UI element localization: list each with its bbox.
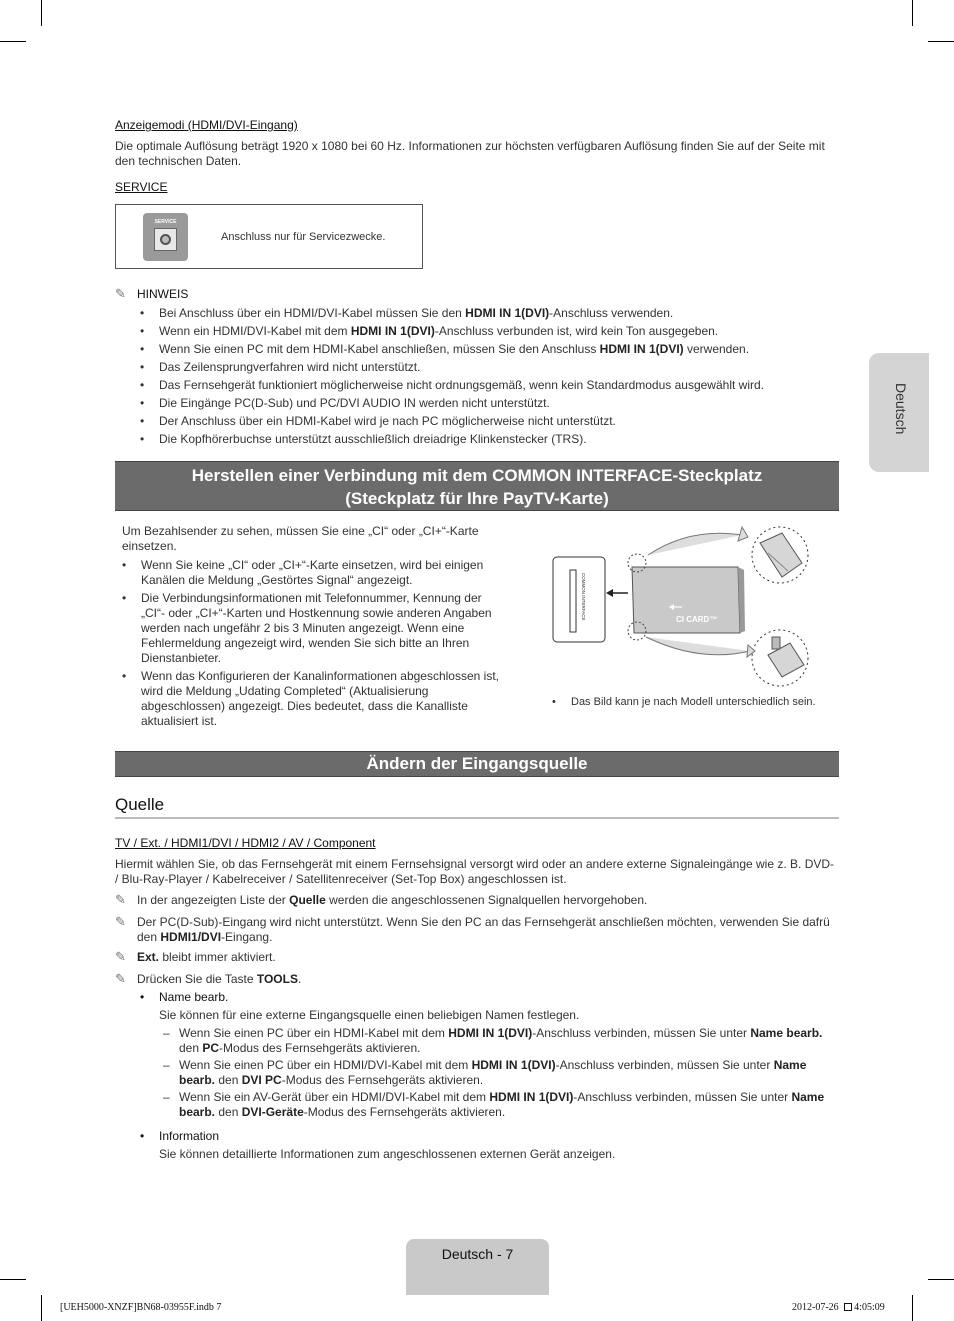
pencil-icon: ✎: [115, 892, 126, 907]
card-label: CI CARD™: [676, 615, 718, 624]
hinweis-list: [115, 306, 835, 447]
source-section-banner: Ändern der Eingangsquelle: [115, 751, 839, 777]
crop-mark: [0, 41, 26, 42]
pencil-icon: ✎: [115, 949, 126, 964]
service-heading: SERVICE: [115, 180, 168, 194]
hinweis-item: • Das Zeilensprungverfahren wird nicht unterstützt.: [115, 360, 835, 375]
information-label: • Information: [115, 1129, 835, 1144]
information-desc: Sie können detaillierte Informationen zum angeschlossenen externen Gerät anzeigen.: [159, 1147, 616, 1161]
source-intro: Hiermit wählen Sie, ob das Fernsehgerät mit einem Fernsehsignal versorgt wird oder an andere externe Signaleingänge wie z. B. DVD- / Blu-Ray-Player / Kabelreceiver / Satellitenreceiver (Set-Top Box) angeschlossen ist.: [115, 857, 835, 886]
hinweis-item: • Das Fernsehgerät funktioniert möglicherweise nicht ordnungsgemäß, wenn kein Standardmodus ausgewählt wird.: [115, 378, 835, 393]
language-side-tab: [869, 353, 929, 472]
ci-image-caption: • Das Bild kann je nach Modell unterschiedlich sein.: [527, 695, 817, 709]
service-box-text: Anschluss nur für Servicezwecke.: [221, 231, 386, 243]
source-note-4: ✎ Drücken Sie die Taste TOOLS.: [115, 971, 302, 986]
crop-mark: [912, 1295, 913, 1321]
name-edit-item: – Wenn Sie einen PC über ein HDMI-Kabel mit dem HDMI IN 1(DVI)-Anschluss verbinden, müssen Sie unter Name bearb. den PC-Modus des Fernsehgeräts aktivieren.: [115, 1026, 835, 1056]
quelle-divider: [115, 817, 839, 819]
service-port-label: SERVICE: [154, 219, 177, 225]
crop-mark: [0, 1279, 26, 1280]
footer-file: [UEH5000-XNZF]BN68-03955F.indb 7: [60, 1302, 222, 1313]
name-edit-label: • Name bearb.: [115, 990, 835, 1005]
page-number-tab: [406, 1239, 549, 1295]
hinweis-heading: HINWEIS: [137, 287, 189, 301]
service-port-icon: [143, 213, 188, 261]
ci-intro: Um Bezahlsender zu sehen, müssen Sie eine „CI“ oder „CI+“-Karte einsetzen.: [122, 524, 479, 553]
ci-title-line1: Herstellen einer Verbindung mit dem COMMON INTERFACE-Steckplatz: [191, 466, 763, 485]
name-edit-block: [115, 990, 835, 1122]
ci-bullet-list: [97, 558, 502, 732]
service-box: [115, 204, 423, 269]
footer-timestamp: 2012-07-26 4:05:09: [792, 1302, 885, 1313]
hinweis-item: • Der Anschluss über ein HDMI-Kabel wird je nach PC möglicherweise nicht unterstützt.: [115, 414, 835, 429]
hinweis-section: [115, 286, 835, 450]
ci-card-diagram: [550, 525, 810, 695]
pencil-icon: ✎: [115, 914, 126, 929]
display-modes-text: Die optimale Auflösung beträgt 1920 x 1080 bei 60 Hz. Informationen zur höchsten verfügbaren Auflösung finden Sie auf der Seite mit den technischen Daten.: [115, 139, 825, 168]
crop-mark: [41, 1295, 42, 1321]
name-edit-item: – Wenn Sie ein AV-Gerät über ein HDMI/DVI-Kabel mit dem HDMI IN 1(DVI)-Anschluss verbinden, müssen Sie unter Name bearb. den DVI-Geräte-Modus des Fernsehgeräts aktivieren.: [115, 1090, 835, 1120]
ci-section-banner: [115, 461, 839, 511]
crop-mark: [928, 1279, 954, 1280]
quelle-heading: Quelle: [115, 795, 165, 814]
source-subheading: TV / Ext. / HDMI1/DVI / HDMI2 / AV / Component: [115, 836, 376, 850]
ci-image-caption-list: [527, 695, 817, 712]
source-note-3: ✎ Ext. bleibt immer aktiviert.: [115, 949, 276, 964]
slot-label: COMMON INTERFACE: [581, 573, 586, 621]
clock-icon: [844, 1303, 852, 1311]
hinweis-item: • Die Eingänge PC(D-Sub) und PC/DVI AUDIO IN werden nicht unterstützt.: [115, 396, 835, 411]
crop-mark: [41, 0, 42, 26]
source-note-1: ✎ In der angezeigten Liste der Quelle werden die angeschlossenen Signalquellen hervorgehoben.: [115, 892, 648, 907]
display-modes-heading: Anzeigemodi (HDMI/DVI-Eingang): [115, 118, 298, 132]
side-tab-label: Deutsch: [893, 383, 909, 435]
hinweis-item: • Wenn Sie einen PC mit dem HDMI-Kabel anschließen, müssen Sie den Anschluss HDMI IN 1(DVI) verwenden.: [115, 342, 835, 357]
page-number: Deutsch - 7: [441, 1246, 514, 1262]
name-edit-desc: Sie können für eine externe Eingangsquelle einen beliebigen Namen festlegen.: [159, 1008, 580, 1022]
crop-mark: [912, 0, 913, 26]
ci-bullet-item: • Wenn das Konfigurieren der Kanalinformationen abgeschlossen ist, wird die Meldung „Udating Completed“ (Aktualisierung abgeschlossen) angezeigt. Dies bedeutet, dass die Kanalliste aktualisiert ist.: [97, 669, 502, 729]
ci-bullet-item: • Wenn Sie keine „CI“ oder „CI+“-Karte einsetzen, wird bei einigen Kanälen die Meldung „Gestörtes Signal“ angezeigt.: [97, 558, 502, 588]
source-note-2: ✎ Der PC(D-Sub)-Eingang wird nicht unterstützt. Wenn Sie den PC an das Fernsehgerät anschließen möchten, verwenden Sie dafrü den HDMI1/DVI-Eingang.: [115, 914, 830, 944]
hinweis-item: • Wenn ein HDMI/DVI-Kabel mit dem HDMI IN 1(DVI)-Anschluss verbunden ist, wird kein Ton ausgegeben.: [115, 324, 835, 339]
ci-bullet-item: • Die Verbindungsinformationen mit Telefonnummer, Kennung der „CI“- oder „CI+“-Karten und Hostkennung sowie anderen Angaben werden nach ungefähr 2 bis 3 Minuten angezeigt. Wenn eine Fehlermeldung angezeigt wird, wenden Sie sich bitte an Ihren Dienstanbieter.: [97, 591, 502, 666]
name-edit-list: [115, 1026, 835, 1120]
ci-title-line2: (Steckplatz für Ihre PayTV-Karte): [345, 489, 609, 508]
pencil-icon: ✎: [115, 286, 126, 301]
crop-mark: [928, 41, 954, 42]
information-block: [115, 1129, 835, 1162]
name-edit-item: – Wenn Sie einen PC über ein HDMI/DVI-Kabel mit dem HDMI IN 1(DVI)-Anschluss verbinden, müssen Sie unter Name bearb. den DVI PC-Modus des Fernsehgeräts aktivieren.: [115, 1058, 835, 1088]
hinweis-item: • Bei Anschluss über ein HDMI/DVI-Kabel müssen Sie den HDMI IN 1(DVI)-Anschluss verwenden.: [115, 306, 835, 321]
pencil-icon: ✎: [115, 971, 126, 986]
hinweis-item: • Die Kopfhörerbuchse unterstützt ausschließlich dreiadrige Klinkenstecker (TRS).: [115, 432, 835, 447]
ci-card-illustration: [550, 525, 810, 695]
